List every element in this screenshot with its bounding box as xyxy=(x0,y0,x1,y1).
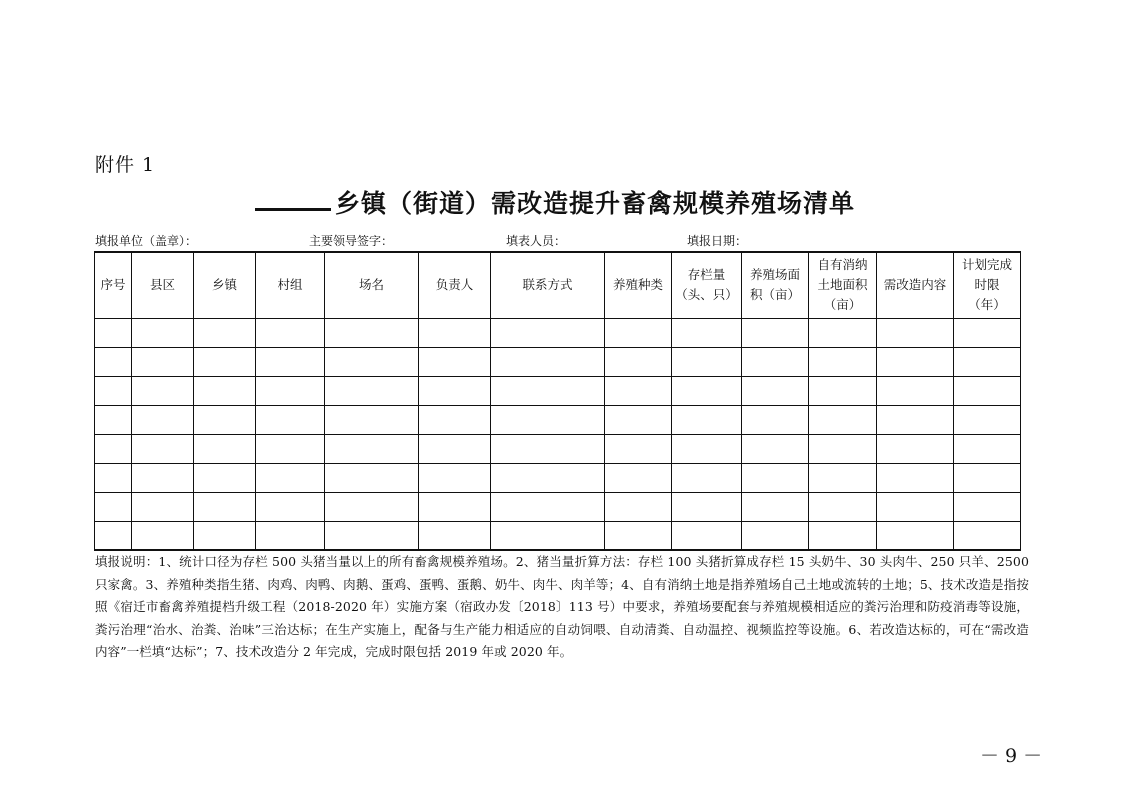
table-cell[interactable] xyxy=(491,376,605,405)
table-cell[interactable] xyxy=(95,405,132,434)
column-header-line: 需改造内容 xyxy=(883,277,947,293)
table-cell[interactable] xyxy=(325,376,419,405)
table-cell[interactable] xyxy=(256,318,325,347)
table-cell[interactable] xyxy=(419,405,491,434)
column-header-line: 时限 xyxy=(974,277,1000,293)
table-cell[interactable] xyxy=(877,463,954,492)
table-cell[interactable] xyxy=(742,376,809,405)
table-cell[interactable] xyxy=(132,521,194,550)
table-row xyxy=(95,492,1021,521)
table-cell[interactable] xyxy=(194,521,256,550)
table-cell[interactable] xyxy=(194,405,256,434)
column-header-line: 场名 xyxy=(358,277,384,293)
table-cell[interactable] xyxy=(95,521,132,550)
column-header-line: 联系方式 xyxy=(522,277,573,293)
table-cell[interactable] xyxy=(954,347,1021,376)
table-cell[interactable] xyxy=(605,405,672,434)
table-cell[interactable] xyxy=(742,318,809,347)
table-cell[interactable] xyxy=(877,405,954,434)
table-cell[interactable] xyxy=(809,318,877,347)
column-header-line: 自有消纳 xyxy=(817,257,868,273)
table-cell[interactable] xyxy=(742,405,809,434)
table-cell[interactable] xyxy=(742,492,809,521)
table-cell[interactable] xyxy=(325,405,419,434)
table-cell[interactable] xyxy=(325,318,419,347)
table-cell[interactable] xyxy=(954,492,1021,521)
town-name-blank-line xyxy=(255,208,331,211)
column-header xyxy=(672,252,742,318)
table-cell[interactable] xyxy=(954,463,1021,492)
table-cell[interactable] xyxy=(954,434,1021,463)
table-cell[interactable] xyxy=(419,347,491,376)
table-row xyxy=(95,347,1021,376)
column-header-line: 存栏量 xyxy=(687,267,726,283)
table-cell[interactable] xyxy=(809,463,877,492)
table-cell[interactable] xyxy=(194,347,256,376)
column-header xyxy=(491,252,605,318)
table-cell[interactable] xyxy=(132,347,194,376)
table-cell[interactable] xyxy=(954,376,1021,405)
column-header xyxy=(95,252,132,318)
table-cell[interactable] xyxy=(491,347,605,376)
table-cell[interactable] xyxy=(194,318,256,347)
leader-signature-label: 主要领导签字： xyxy=(309,234,394,248)
table-cell[interactable] xyxy=(132,376,194,405)
table-cell[interactable] xyxy=(194,492,256,521)
form-fields xyxy=(95,232,795,250)
table-cell[interactable] xyxy=(325,347,419,376)
table-cell[interactable] xyxy=(742,521,809,550)
column-header-line: 养殖种类 xyxy=(612,277,663,293)
table-cell[interactable] xyxy=(95,318,132,347)
reporting-unit-label: 填报单位（盖章）： xyxy=(95,234,198,248)
table-cell[interactable] xyxy=(194,463,256,492)
table-cell[interactable] xyxy=(954,405,1021,434)
table-cell[interactable] xyxy=(809,347,877,376)
table-cell[interactable] xyxy=(325,492,419,521)
column-header xyxy=(194,252,256,318)
table-cell[interactable] xyxy=(256,521,325,550)
table-cell[interactable] xyxy=(605,521,672,550)
table-cell[interactable] xyxy=(605,318,672,347)
table-cell[interactable] xyxy=(672,434,742,463)
table-cell[interactable] xyxy=(877,376,954,405)
table-cell[interactable] xyxy=(491,318,605,347)
table-body xyxy=(95,318,1021,550)
table-cell[interactable] xyxy=(194,376,256,405)
table-cell[interactable] xyxy=(419,434,491,463)
table-cell[interactable] xyxy=(256,434,325,463)
table-cell[interactable] xyxy=(672,347,742,376)
table-cell[interactable] xyxy=(419,521,491,550)
table-cell[interactable] xyxy=(877,492,954,521)
table-row xyxy=(95,434,1021,463)
table-row xyxy=(95,521,1021,550)
table-cell[interactable] xyxy=(605,347,672,376)
table-cell[interactable] xyxy=(672,492,742,521)
report-date-label: 填报日期： xyxy=(687,234,748,248)
table-cell[interactable] xyxy=(256,463,325,492)
table-cell[interactable] xyxy=(877,347,954,376)
table-cell[interactable] xyxy=(742,347,809,376)
column-header-line: （年） xyxy=(968,297,1006,313)
column-header-line: 乡镇 xyxy=(211,277,237,293)
table-cell[interactable] xyxy=(672,376,742,405)
column-header xyxy=(877,252,954,318)
table-cell[interactable] xyxy=(742,463,809,492)
table-cell[interactable] xyxy=(877,521,954,550)
table-cell[interactable] xyxy=(256,376,325,405)
document-title: 乡镇（街道）需改造提升畜禽规模养殖场清单 xyxy=(335,189,856,218)
table-cell[interactable] xyxy=(132,492,194,521)
table-cell[interactable] xyxy=(954,318,1021,347)
column-header xyxy=(256,252,325,318)
table-cell[interactable] xyxy=(605,463,672,492)
table-cell[interactable] xyxy=(132,434,194,463)
table-cell[interactable] xyxy=(809,405,877,434)
column-header-line: 养殖场面 xyxy=(749,267,800,283)
table-row xyxy=(95,318,1021,347)
table-cell[interactable] xyxy=(132,463,194,492)
table-cell[interactable] xyxy=(672,405,742,434)
table-cell[interactable] xyxy=(419,318,491,347)
table-cell[interactable] xyxy=(809,492,877,521)
table-cell[interactable] xyxy=(491,521,605,550)
table-cell[interactable] xyxy=(742,434,809,463)
table-cell[interactable] xyxy=(809,376,877,405)
table-cell[interactable] xyxy=(132,405,194,434)
column-header-line: （亩） xyxy=(823,297,862,313)
column-header-line: 负责人 xyxy=(435,277,474,293)
column-header xyxy=(809,252,877,318)
column-header xyxy=(605,252,672,318)
table-row xyxy=(95,463,1021,492)
table-cell[interactable] xyxy=(419,492,491,521)
column-header xyxy=(132,252,194,318)
column-header xyxy=(325,252,419,318)
table-cell[interactable] xyxy=(325,434,419,463)
table-cell[interactable] xyxy=(419,463,491,492)
column-header xyxy=(742,252,809,318)
table-cell[interactable] xyxy=(672,463,742,492)
page-number: － 9 － xyxy=(980,745,1043,767)
table-cell[interactable] xyxy=(605,376,672,405)
table-cell[interactable] xyxy=(809,521,877,550)
table-cell[interactable] xyxy=(419,376,491,405)
filling-instructions: 填报说明：1、统计口径为存栏 500 头猪当量以上的所有畜禽规模养殖场。2、猪当量折算方法：存栏 100 头猪折算成存栏 15 头奶牛、30 头肉牛、250 只羊、2500 只家禽。3、养殖种类指生猪、肉鸡、肉鸭、肉鹅、蛋鸡、蛋鸭、蛋鹅、奶牛、肉牛、肉羊等；4、自有消纳土地是指养殖场自己土地或流转的土地；5、技术改造是指按照《宿迁市畜禽养殖提档升级工程（2018-2020 年）实施方案（宿政办发〔2018〕113 号）中要求，养殖场要配套与养殖规模相适应的粪污治理和防疫消毒等设施，粪污治理“治水、治粪、治味”三治达标；在生产实施上，配备与生产能力相适应的自动饲喂、自动清粪、自动温控、视频监控等设施。6、若改造达标的，可在“需改造内容”一栏填“达标”；7、技术改造分 2 年完成，完成时限包括 2019 年或 2020 年。 xyxy=(95,554,1029,659)
table-cell[interactable] xyxy=(491,405,605,434)
column-header-line: 土地面积 xyxy=(817,277,868,293)
table-row xyxy=(95,376,1021,405)
table-cell[interactable] xyxy=(95,376,132,405)
table-cell[interactable] xyxy=(95,347,132,376)
column-header-line: 序号 xyxy=(100,277,126,293)
table-cell[interactable] xyxy=(954,521,1021,550)
table-cell[interactable] xyxy=(877,318,954,347)
column-header-line: 村组 xyxy=(277,277,303,293)
table-cell[interactable] xyxy=(95,463,132,492)
column-header-line: 计划完成 xyxy=(961,257,1012,273)
table-cell[interactable] xyxy=(256,347,325,376)
table-cell[interactable] xyxy=(95,434,132,463)
table-cell[interactable] xyxy=(491,463,605,492)
column-header xyxy=(419,252,491,318)
table-cell[interactable] xyxy=(256,405,325,434)
attachment-label: 附件 1 xyxy=(95,154,156,176)
farm-list-table xyxy=(94,251,1021,551)
table-row xyxy=(95,405,1021,434)
table-cell[interactable] xyxy=(491,434,605,463)
column-header-line: 县区 xyxy=(149,277,175,293)
column-header xyxy=(954,252,1021,318)
table-cell[interactable] xyxy=(809,434,877,463)
column-header-line: （头、只） xyxy=(675,287,738,303)
table-cell[interactable] xyxy=(256,492,325,521)
table-cell[interactable] xyxy=(194,434,256,463)
document-title-row xyxy=(255,180,895,220)
table-cell[interactable] xyxy=(877,434,954,463)
table-header-row xyxy=(95,252,1021,318)
table-cell[interactable] xyxy=(95,492,132,521)
table-cell[interactable] xyxy=(325,521,419,550)
table-cell[interactable] xyxy=(491,492,605,521)
table-cell[interactable] xyxy=(672,318,742,347)
table-cell[interactable] xyxy=(325,463,419,492)
table-cell[interactable] xyxy=(605,434,672,463)
table-cell[interactable] xyxy=(672,521,742,550)
column-header-line: 积（亩） xyxy=(749,287,800,303)
table-cell[interactable] xyxy=(605,492,672,521)
filler-label: 填表人员： xyxy=(506,234,567,248)
table-cell[interactable] xyxy=(132,318,194,347)
